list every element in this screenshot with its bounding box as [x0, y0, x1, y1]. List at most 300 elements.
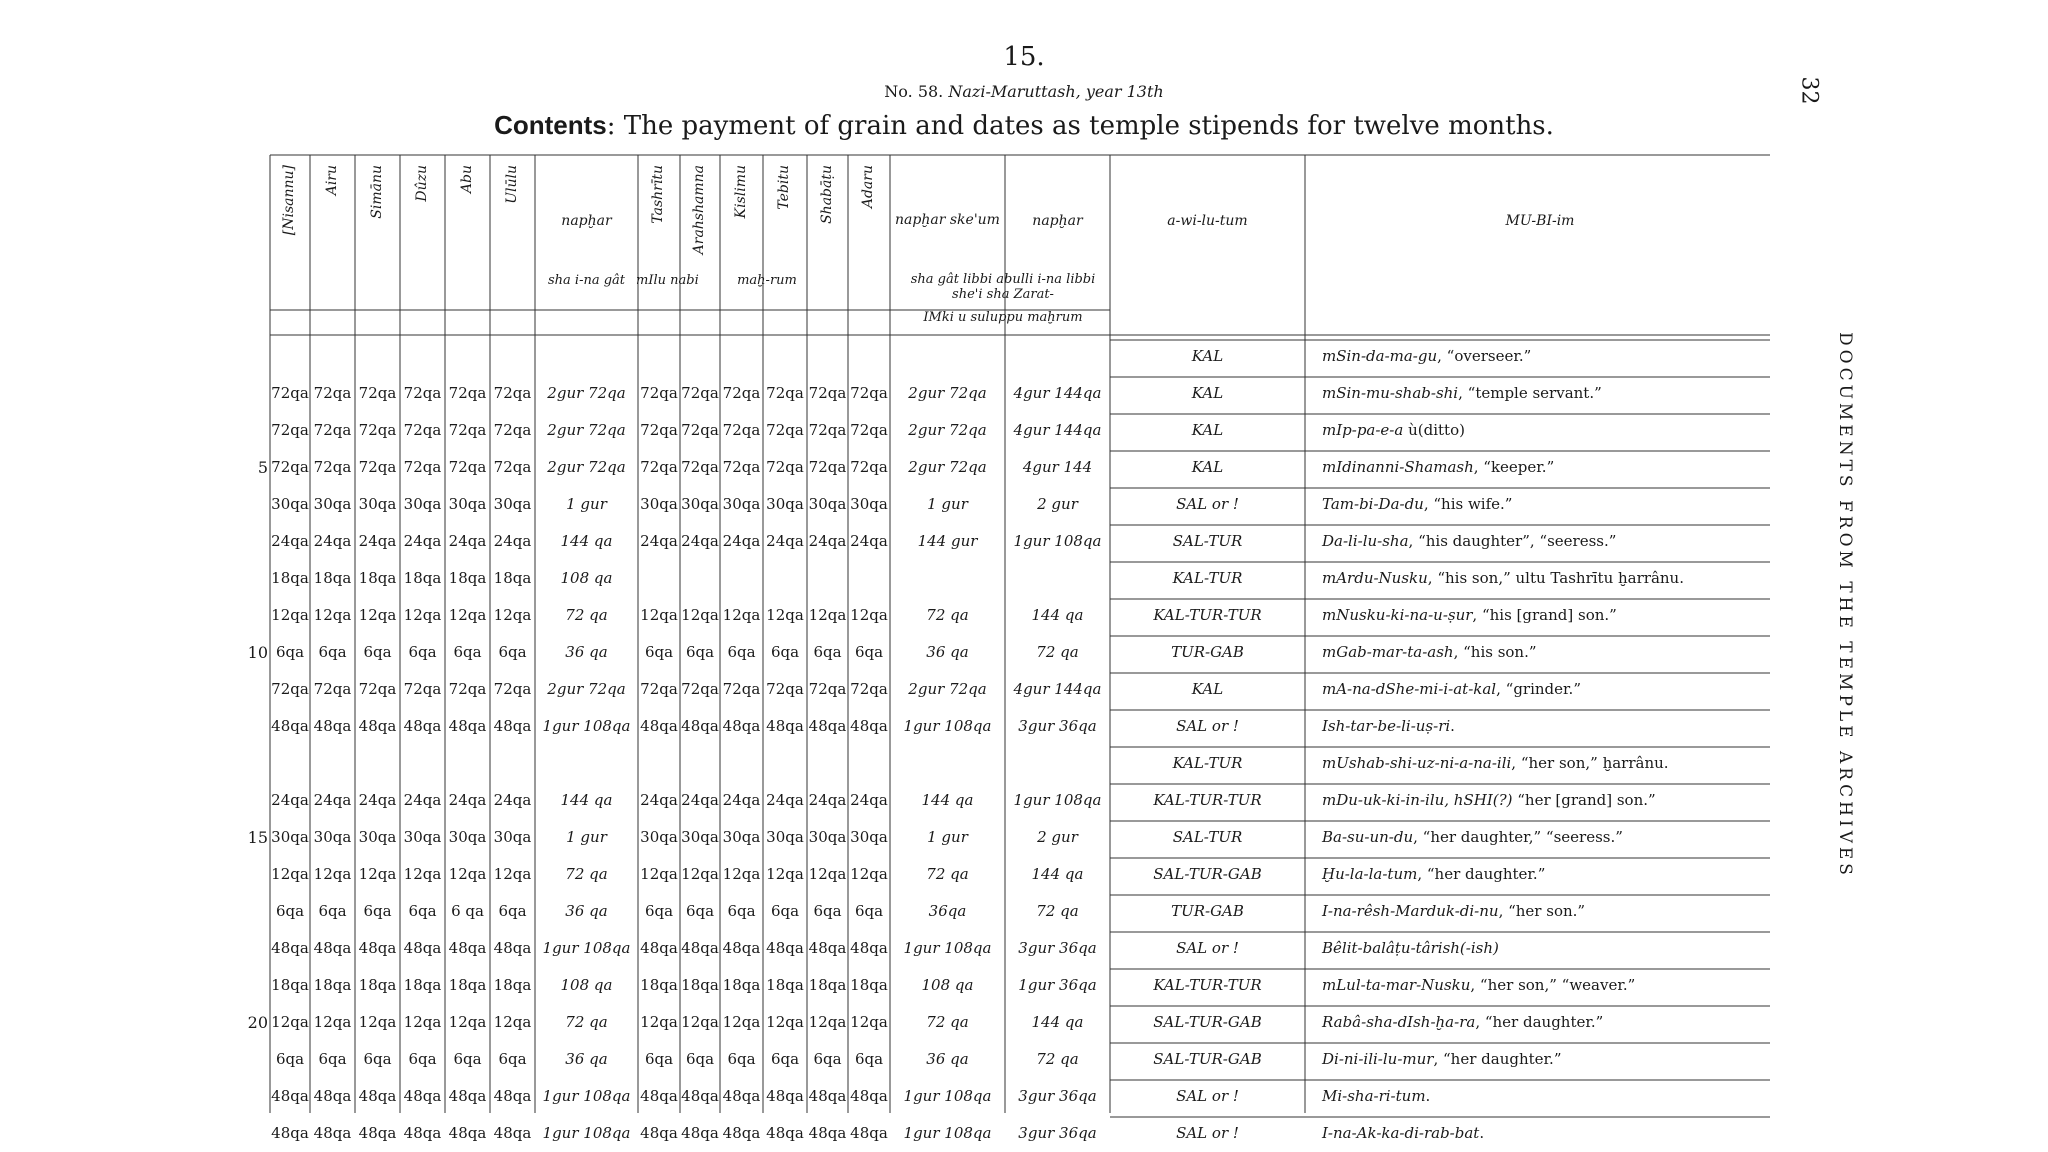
- month-value: 12qa: [681, 606, 719, 624]
- month-value: 48qa: [358, 717, 397, 735]
- naphar3-value: 4gur 144qa: [1013, 421, 1102, 439]
- month-value: 18qa: [766, 976, 804, 994]
- month-value: 72qa: [640, 421, 678, 439]
- month-value: 24qa: [681, 532, 719, 550]
- month-value: 48qa: [640, 1087, 678, 1105]
- month-value: 48qa: [850, 717, 888, 735]
- month-value: 48qa: [808, 1124, 847, 1142]
- month-value: 24qa: [493, 791, 532, 809]
- naphar2-value: 2gur 72qa: [908, 384, 987, 402]
- month-value: 6qa: [770, 902, 800, 920]
- month-value: 48qa: [850, 1124, 888, 1142]
- month-value: 12qa: [313, 606, 352, 624]
- month-value: 18qa: [493, 569, 532, 587]
- person-description: .: [1450, 717, 1455, 735]
- month-value: 24qa: [271, 791, 309, 809]
- month-value: 24qa: [271, 532, 309, 550]
- month-value: 6qa: [727, 1050, 756, 1068]
- naphar2-value: 2gur 72qa: [908, 680, 987, 698]
- month-value: 18qa: [448, 569, 487, 587]
- month-value: 48qa: [493, 1124, 532, 1142]
- month-value: 6qa: [813, 902, 842, 920]
- naphar1-value: 1gur 108qa: [542, 1087, 631, 1105]
- month-value: 6qa: [854, 902, 884, 920]
- class-value: SAL or !: [1176, 717, 1239, 735]
- person-description: .: [1479, 1124, 1485, 1142]
- month-value: 72qa: [403, 680, 442, 698]
- month-value: 6 qa: [451, 902, 484, 920]
- month-value: 72qa: [271, 458, 309, 476]
- person-name: mA-na-dShe-mi-i-at-kal: [1322, 680, 1497, 698]
- person-name: Ish-tar-be-li-uṣ-ri: [1322, 717, 1451, 735]
- person-entry: [1322, 680, 1581, 698]
- month-value: 6qa: [408, 902, 437, 920]
- month-value: 72qa: [271, 421, 309, 439]
- month-value: 48qa: [722, 939, 761, 957]
- month-value: 48qa: [403, 1124, 442, 1142]
- month-value: 30qa: [313, 495, 352, 513]
- month-value: 72qa: [722, 384, 761, 402]
- naphar3-value: 2 gur: [1037, 828, 1078, 846]
- person-entry: [1322, 754, 1669, 772]
- month-value: 6qa: [727, 902, 756, 920]
- month-value: 48qa: [493, 1087, 532, 1105]
- month-value: 24qa: [313, 532, 352, 550]
- month-value: 6qa: [498, 902, 527, 920]
- month-value: 72qa: [808, 384, 847, 402]
- month-value: 6qa: [275, 1050, 305, 1068]
- month-value: 6qa: [318, 902, 347, 920]
- month-value: 12qa: [493, 1013, 532, 1031]
- naphar1-value: 1gur 108qa: [542, 717, 631, 735]
- month-value: 6qa: [453, 643, 482, 661]
- class-value: SAL-TUR-GAB: [1153, 1050, 1262, 1068]
- naphar1-value: 2gur 72qa: [547, 458, 626, 476]
- month-value: 48qa: [313, 939, 352, 957]
- month-value: 12qa: [808, 1013, 847, 1031]
- month-value: 12qa: [850, 865, 888, 883]
- naphar2-value: 2gur 72qa: [908, 421, 987, 439]
- month-value: 48qa: [808, 939, 847, 957]
- page-number: 32: [1796, 76, 1822, 105]
- month-value: 24qa: [808, 532, 847, 550]
- naphar3-value: 144 qa: [1031, 865, 1084, 883]
- class-value: SAL-TUR-GAB: [1153, 1013, 1262, 1031]
- month-value: 72qa: [640, 458, 678, 476]
- month-value: 48qa: [808, 1087, 847, 1105]
- month-value: 24qa: [448, 532, 487, 550]
- naphar1-value: 108 qa: [560, 569, 613, 587]
- month-value: 30qa: [722, 495, 761, 513]
- month-value: 24qa: [808, 791, 847, 809]
- month-value: 12qa: [722, 606, 761, 624]
- person-description: , “his son.”: [1453, 643, 1537, 661]
- month-value: 6qa: [275, 902, 305, 920]
- person-entry: [1322, 1050, 1561, 1068]
- month-value: 72qa: [493, 384, 532, 402]
- naphar3-value: 4gur 144qa: [1013, 384, 1102, 402]
- person-entry: [1322, 421, 1465, 439]
- month-value: 72qa: [640, 680, 678, 698]
- person-name: Rabâ-sha-dIsh-ḫa-ra: [1322, 1013, 1476, 1031]
- month-value: 72qa: [766, 421, 804, 439]
- naphar1-value: 1 gur: [566, 828, 607, 846]
- month-value: 18qa: [808, 976, 847, 994]
- month-value: 12qa: [493, 865, 532, 883]
- person-name: I-na-Ak-ka-di-rab-bat: [1322, 1124, 1480, 1142]
- naphar1-value: 36 qa: [565, 643, 608, 661]
- class-value: KAL-TUR: [1172, 569, 1243, 587]
- naphar2-subheader2: IMki u suluppu maḫrum: [923, 310, 1083, 325]
- month-value: 24qa: [722, 532, 761, 550]
- person-name: Ḫu-la-la-tum: [1322, 865, 1418, 883]
- person-name: mUshab-shi-uz-ni-a-na-ili: [1322, 754, 1512, 772]
- running-title: DOCUMENTS FROM THE TEMPLE ARCHIVES: [1835, 332, 1855, 879]
- month-value: 48qa: [640, 717, 678, 735]
- month-value: 72qa: [808, 421, 847, 439]
- month-value: 48qa: [403, 717, 442, 735]
- month-value: 72qa: [640, 384, 678, 402]
- person-name: mSin-da-ma-gu: [1322, 347, 1438, 365]
- contents-text: : The payment of grain and dates as temple stipends for twelve months.: [606, 111, 1554, 141]
- month-header: Kislimu: [732, 165, 749, 219]
- month-value: 6qa: [498, 643, 527, 661]
- month-value: 48qa: [313, 1124, 352, 1142]
- month-value: 24qa: [640, 791, 678, 809]
- month-value: 48qa: [850, 1087, 888, 1105]
- month-value: 6qa: [318, 1050, 347, 1068]
- person-entry: [1322, 939, 1499, 957]
- month-value: 48qa: [681, 939, 719, 957]
- naphar2-value: 1gur 108qa: [903, 717, 992, 735]
- naphar1-value: 36 qa: [565, 902, 608, 920]
- month-value: 72qa: [448, 384, 487, 402]
- month-value: 72qa: [722, 680, 761, 698]
- person-name: Bêlit-balâṭu-târish(-ish): [1322, 939, 1499, 957]
- naphar1-header: napḫar: [561, 213, 612, 229]
- class-value: SAL or !: [1176, 495, 1239, 513]
- naphar3-value: 72 qa: [1036, 1050, 1079, 1068]
- month-value: 12qa: [766, 1013, 804, 1031]
- naphar3-value: 3gur 36qa: [1018, 717, 1097, 735]
- person-name: mLul-ta-mar-Nusku: [1322, 976, 1471, 994]
- month-value: 12qa: [722, 1013, 761, 1031]
- person-entry: [1322, 1124, 1484, 1142]
- naphar3-value: 1gur 108qa: [1013, 791, 1102, 809]
- mubi-header: MU-BI-im: [1505, 213, 1575, 229]
- month-header: Arahshamna: [691, 165, 707, 255]
- month-value: 30qa: [448, 495, 487, 513]
- person-description: .: [1425, 1087, 1431, 1105]
- class-value: KAL-TUR-TUR: [1153, 791, 1262, 809]
- subtitle-reign: Nazi-Maruttash, year 13th: [948, 82, 1164, 101]
- month-value: 48qa: [640, 1124, 678, 1142]
- month-value: 6qa: [813, 643, 842, 661]
- month-value: 72qa: [850, 680, 888, 698]
- person-entry: [1322, 384, 1602, 402]
- month-value: 18qa: [358, 976, 397, 994]
- month-value: 30qa: [640, 828, 678, 846]
- month-value: 6qa: [644, 1050, 674, 1068]
- month-value: 12qa: [640, 1013, 678, 1031]
- month-value: 48qa: [722, 1087, 761, 1105]
- month-value: 48qa: [271, 1124, 309, 1142]
- month-value: 24qa: [850, 532, 888, 550]
- subtitle-no: No. 58.: [884, 82, 944, 101]
- naphar2-value: 1 gur: [927, 828, 968, 846]
- line-number: 10: [247, 643, 268, 662]
- naphar2-value: 1gur 108qa: [903, 939, 992, 957]
- month-value: 18qa: [313, 569, 352, 587]
- person-name: Mi-sha-ri-tum: [1322, 1087, 1426, 1105]
- month-value: 24qa: [448, 791, 487, 809]
- person-name: Ba-su-un-du: [1322, 828, 1414, 846]
- person-description: , “her daughter.”: [1417, 865, 1546, 883]
- naphar1-value: 72 qa: [565, 1013, 608, 1031]
- month-value: 12qa: [271, 865, 309, 883]
- naphar3-value: 1gur 36qa: [1018, 976, 1097, 994]
- month-value: 18qa: [358, 569, 397, 587]
- class-value: KAL: [1191, 384, 1224, 402]
- month-value: 72qa: [493, 458, 532, 476]
- month-value: 6qa: [854, 1050, 884, 1068]
- line-number: 5: [257, 458, 268, 477]
- person-name: mGab-mar-ta-ash: [1322, 643, 1454, 661]
- naphar3-value: 2 gur: [1037, 495, 1078, 513]
- class-value: KAL: [1191, 421, 1224, 439]
- contents-label: Contents: [494, 110, 607, 140]
- month-value: 12qa: [722, 865, 761, 883]
- month-value: 18qa: [403, 976, 442, 994]
- month-header: Airu: [323, 165, 340, 196]
- month-value: 6qa: [318, 643, 347, 661]
- month-value: 12qa: [640, 606, 678, 624]
- naphar3-value: 4gur 144qa: [1013, 680, 1102, 698]
- month-value: 6qa: [408, 1050, 437, 1068]
- naphar3-value: 3gur 36qa: [1018, 939, 1097, 957]
- month-value: 48qa: [722, 717, 761, 735]
- month-value: 12qa: [766, 606, 804, 624]
- month-value: 12qa: [850, 1013, 888, 1031]
- naphar2-value: 108 qa: [921, 976, 974, 994]
- month-value: 30qa: [850, 828, 888, 846]
- month-value: 24qa: [681, 791, 719, 809]
- naphar2-value: 72 qa: [926, 606, 969, 624]
- month-value: 30qa: [403, 495, 442, 513]
- class-value: KAL: [1191, 458, 1224, 476]
- month-value: 18qa: [850, 976, 888, 994]
- class-value: KAL-TUR: [1172, 754, 1243, 772]
- month-value: 12qa: [681, 1013, 719, 1031]
- month-value: 72qa: [358, 458, 397, 476]
- naphar1-value: 144 qa: [560, 532, 613, 550]
- month-value: 72qa: [313, 384, 352, 402]
- month-header: Abu: [458, 165, 475, 194]
- month-value: 48qa: [766, 717, 804, 735]
- month-value: 6qa: [685, 643, 715, 661]
- month-value: 48qa: [681, 1124, 719, 1142]
- person-entry: [1322, 1013, 1603, 1031]
- month-value: 12qa: [403, 1013, 442, 1031]
- month-value: 72qa: [271, 384, 309, 402]
- month-value: 72qa: [403, 458, 442, 476]
- month-value: 12qa: [448, 606, 487, 624]
- month-value: 6qa: [685, 1050, 715, 1068]
- class-value: SAL-TUR: [1172, 828, 1243, 846]
- month-value: 48qa: [271, 939, 309, 957]
- document-subtitle: [0, 82, 2048, 101]
- naphar1-value: 108 qa: [560, 976, 613, 994]
- month-value: 30qa: [493, 495, 532, 513]
- person-description: , “her daughter,” “seeress.”: [1413, 828, 1623, 846]
- month-value: 30qa: [722, 828, 761, 846]
- month-value: 72qa: [722, 458, 761, 476]
- month-value: 48qa: [640, 939, 678, 957]
- month-value: 30qa: [766, 828, 804, 846]
- naphar1-subheader: sha i-na gât: [547, 273, 626, 288]
- month-value: 30qa: [271, 828, 309, 846]
- person-description: ù(ditto): [1403, 421, 1465, 439]
- month-value: 6qa: [854, 643, 884, 661]
- naphar2-value: 144 gur: [917, 532, 978, 550]
- month-value: 6qa: [813, 1050, 842, 1068]
- person-entry: [1322, 495, 1512, 513]
- person-description: “her [grand] son.”: [1512, 791, 1656, 809]
- month-value: 72qa: [681, 384, 719, 402]
- month-value: 72qa: [493, 421, 532, 439]
- month-value: 6qa: [727, 643, 756, 661]
- month-value: 12qa: [681, 865, 719, 883]
- naphar3-value: 72 qa: [1036, 643, 1079, 661]
- naphar2-value: 2gur 72qa: [908, 458, 987, 476]
- person-entry: [1322, 569, 1684, 587]
- month-value: 24qa: [766, 791, 804, 809]
- month-value: 72qa: [448, 458, 487, 476]
- person-entry: [1322, 865, 1545, 883]
- class-value: SAL-TUR: [1172, 532, 1243, 550]
- month-value: 12qa: [640, 865, 678, 883]
- class-value: TUR-GAB: [1171, 643, 1244, 661]
- month-value: 72qa: [313, 421, 352, 439]
- class-value: KAL-TUR-TUR: [1153, 976, 1262, 994]
- month-value: 48qa: [493, 717, 532, 735]
- month-value: 48qa: [766, 1087, 804, 1105]
- person-description: , “his [grand] son.”: [1472, 606, 1617, 624]
- month-value: 72qa: [358, 680, 397, 698]
- month-value: 48qa: [358, 939, 397, 957]
- month-value: 18qa: [271, 976, 309, 994]
- naphar1-value: 1gur 108qa: [542, 939, 631, 957]
- naphar3-header: napḫar: [1032, 213, 1083, 229]
- month-value: 30qa: [808, 495, 847, 513]
- person-name: mDu-uk-ki-in-ilu, hSHI(?): [1322, 791, 1513, 809]
- month-value: 6qa: [770, 643, 800, 661]
- line-number: 20: [247, 1013, 268, 1032]
- naphar1-value: 1 gur: [566, 495, 607, 513]
- person-description: , “his daughter”, “seeress.”: [1408, 532, 1617, 550]
- month-value: 12qa: [403, 606, 442, 624]
- month-value: 72qa: [850, 384, 888, 402]
- month-value: 12qa: [271, 1013, 309, 1031]
- month-value: 48qa: [358, 1087, 397, 1105]
- month-value: 18qa: [681, 976, 719, 994]
- person-name: mArdu-Nusku: [1322, 569, 1428, 587]
- month-value: 48qa: [722, 1124, 761, 1142]
- month-value: 48qa: [448, 1124, 487, 1142]
- month-value: 48qa: [808, 717, 847, 735]
- naphar2-value: 36 qa: [926, 1050, 969, 1068]
- month-value: 30qa: [808, 828, 847, 846]
- month-value: 72qa: [313, 458, 352, 476]
- month-value: 24qa: [766, 532, 804, 550]
- naphar3-value: 144 qa: [1031, 1013, 1084, 1031]
- person-description: , “grinder.”: [1496, 680, 1581, 698]
- person-entry: [1322, 902, 1585, 920]
- person-name: mSin-mu-shab-shi: [1322, 384, 1459, 402]
- month-value: 18qa: [640, 976, 678, 994]
- month-value: 24qa: [358, 532, 397, 550]
- person-entry: [1322, 606, 1617, 624]
- naphar2-value: 1gur 108qa: [903, 1087, 992, 1105]
- line-number: 15: [247, 828, 268, 847]
- person-description: , “her son.”: [1498, 902, 1586, 920]
- month-value: 72qa: [403, 384, 442, 402]
- month-value: 30qa: [640, 495, 678, 513]
- month-header: Tebitu: [776, 165, 792, 210]
- person-description: , “her daughter.”: [1433, 1050, 1562, 1068]
- month-header: Dûzu: [413, 165, 430, 202]
- naphar2-value: 36qa: [928, 902, 967, 920]
- month-value: 30qa: [493, 828, 532, 846]
- month-value: 6qa: [644, 902, 674, 920]
- person-entry: [1322, 717, 1455, 735]
- month-value: 72qa: [850, 458, 888, 476]
- month-value: 24qa: [493, 532, 532, 550]
- month-value: 6qa: [644, 643, 674, 661]
- month-value: 48qa: [766, 1124, 804, 1142]
- month-value: 18qa: [448, 976, 487, 994]
- month-value: 6qa: [453, 1050, 482, 1068]
- naphar1-value: 72 qa: [565, 606, 608, 624]
- month-value: 48qa: [358, 1124, 397, 1142]
- month-value: 12qa: [313, 1013, 352, 1031]
- month-value: 72qa: [766, 384, 804, 402]
- month-value: 30qa: [448, 828, 487, 846]
- month-value: 48qa: [313, 1087, 352, 1105]
- month-value: 72qa: [850, 421, 888, 439]
- month-value: 12qa: [358, 1013, 397, 1031]
- person-name: Di-ni-ili-lu-mur: [1322, 1050, 1434, 1068]
- month-value: 30qa: [681, 495, 719, 513]
- month-value: 24qa: [313, 791, 352, 809]
- month-value: 72qa: [358, 421, 397, 439]
- month-value: 12qa: [850, 606, 888, 624]
- month-value: 48qa: [681, 717, 719, 735]
- month-value: 72qa: [681, 458, 719, 476]
- person-entry: [1322, 1087, 1430, 1105]
- person-entry: [1322, 347, 1531, 365]
- month-value: 72qa: [681, 421, 719, 439]
- month-value: 24qa: [403, 791, 442, 809]
- month-value: 30qa: [313, 828, 352, 846]
- month-value: 48qa: [313, 717, 352, 735]
- class-value: KAL: [1191, 347, 1224, 365]
- class-value: TUR-GAB: [1171, 902, 1244, 920]
- naphar2-value: 36 qa: [926, 643, 969, 661]
- month-value: 72qa: [313, 680, 352, 698]
- month-value: 12qa: [358, 606, 397, 624]
- month-value: 72qa: [722, 421, 761, 439]
